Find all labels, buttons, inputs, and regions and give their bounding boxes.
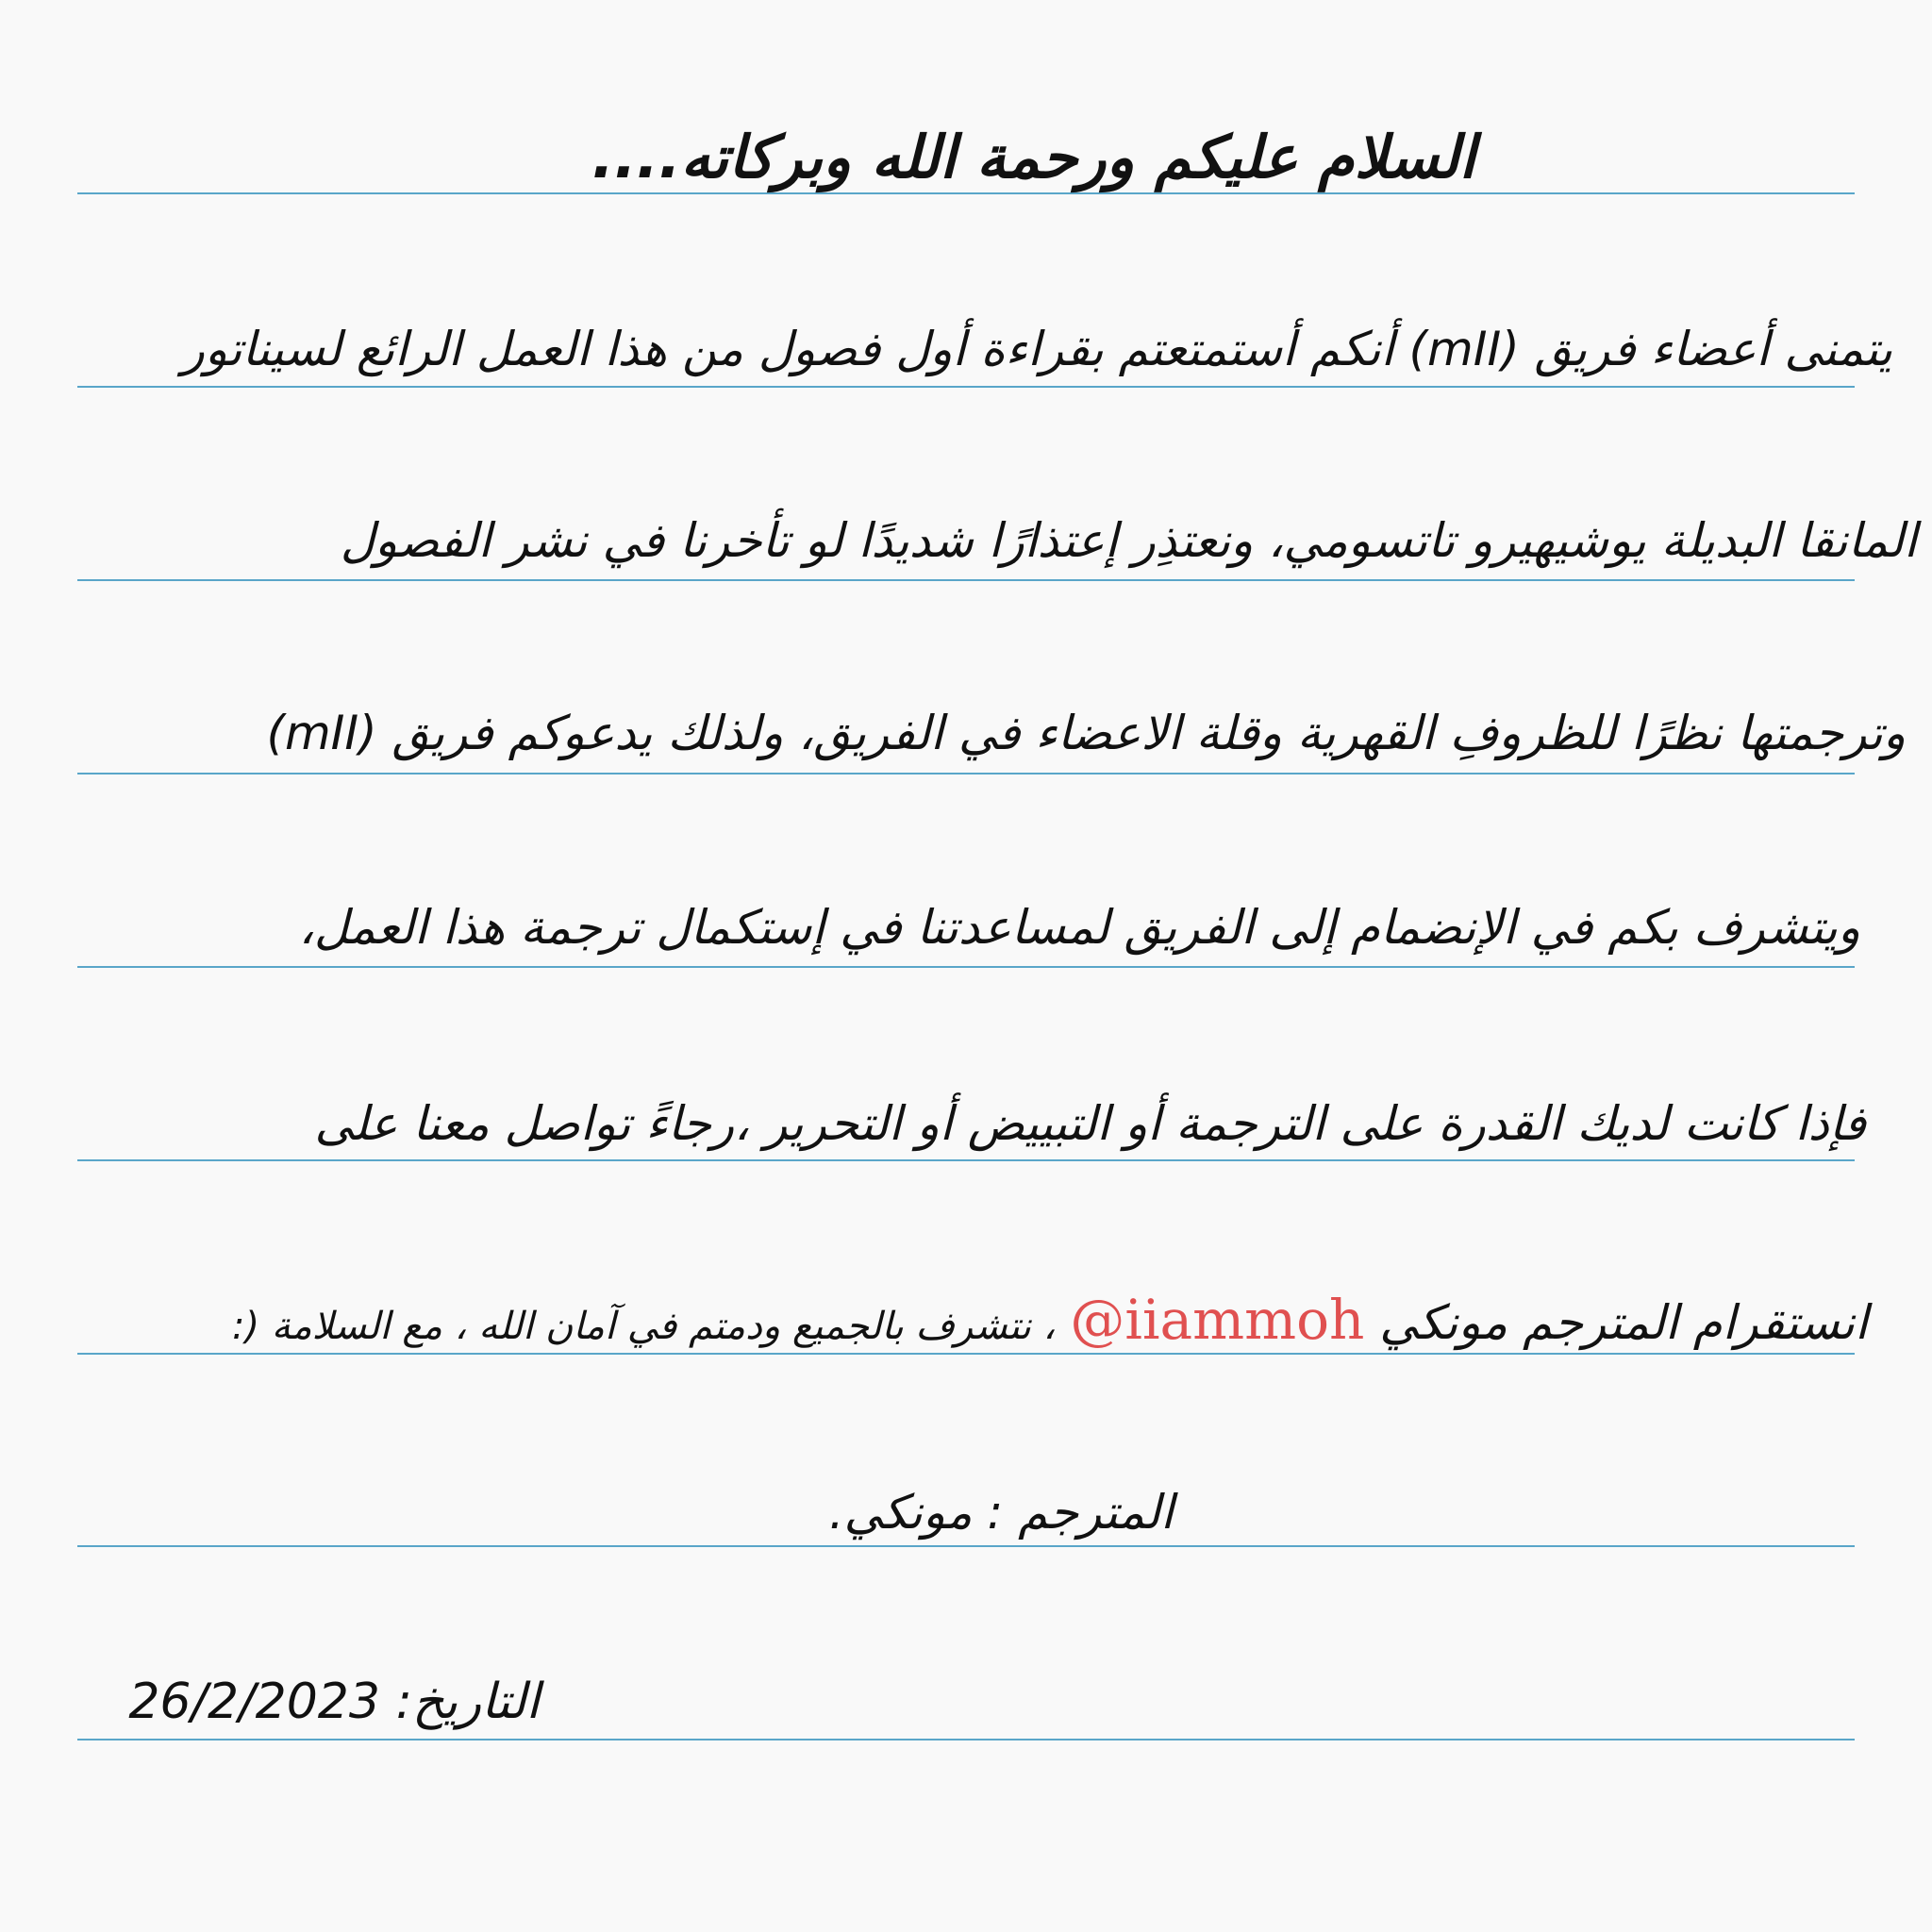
ruled-line-8 — [77, 1545, 1855, 1547]
ruled-line-3 — [77, 579, 1855, 581]
letter-line-1: يتمنى أعضاء فريق (mII) أنكم أستمتعتم بقراءة أول فصول من هذا العمل الرائع لسيناتور — [181, 322, 1892, 376]
ruled-line-9 — [77, 1739, 1855, 1740]
ruled-line-6 — [77, 1159, 1855, 1161]
date-label: التاريخ: — [395, 1674, 540, 1730]
translator-signature: المترجم : مونكي. — [828, 1485, 1174, 1540]
ruled-line-1 — [77, 192, 1855, 194]
greeting-heading: السلام عليكم ورحمة الله وبركاته.... — [591, 123, 1475, 192]
letter-date — [128, 1674, 540, 1730]
letter-line-2: المانقا البديلة يوشيهيرو تاتسومي، ونعتذِر إعتذارًا شديدًا لو تأخرنا في نشر الفصول — [340, 513, 1917, 568]
letter-line-4: ويتشرف بكم في الإنضمام إلى الفريق لمساعدتنا في إستكمال ترجمة هذا العمل، — [298, 900, 1860, 955]
instagram-line-start: انستقرام المترجم مونكي — [1379, 1295, 1868, 1350]
instagram-line-end: ، نتشرف بالجميع ودمتم في آمان الله ، مع السلامة (: — [231, 1305, 1056, 1348]
instagram-handle: @iiammoh — [1070, 1288, 1365, 1352]
ruled-line-7 — [77, 1353, 1855, 1355]
letter-line-3: وترجمتها نظرًا للظروفِ القهرية وقلة الاعضاء في الفريق، ولذلك يدعوكم فريق (mII) — [266, 706, 1906, 760]
letter-line-5: فإذا كانت لديك القدرة على الترجمة أو التبييض أو التحرير ،رجاءً تواصل معنا على — [314, 1096, 1866, 1151]
ruled-line-4 — [77, 773, 1855, 774]
letter-line-6 — [231, 1288, 1868, 1352]
ruled-line-2 — [77, 386, 1855, 388]
date-value: 26/2/2023 — [128, 1674, 380, 1730]
ruled-line-5 — [77, 966, 1855, 968]
